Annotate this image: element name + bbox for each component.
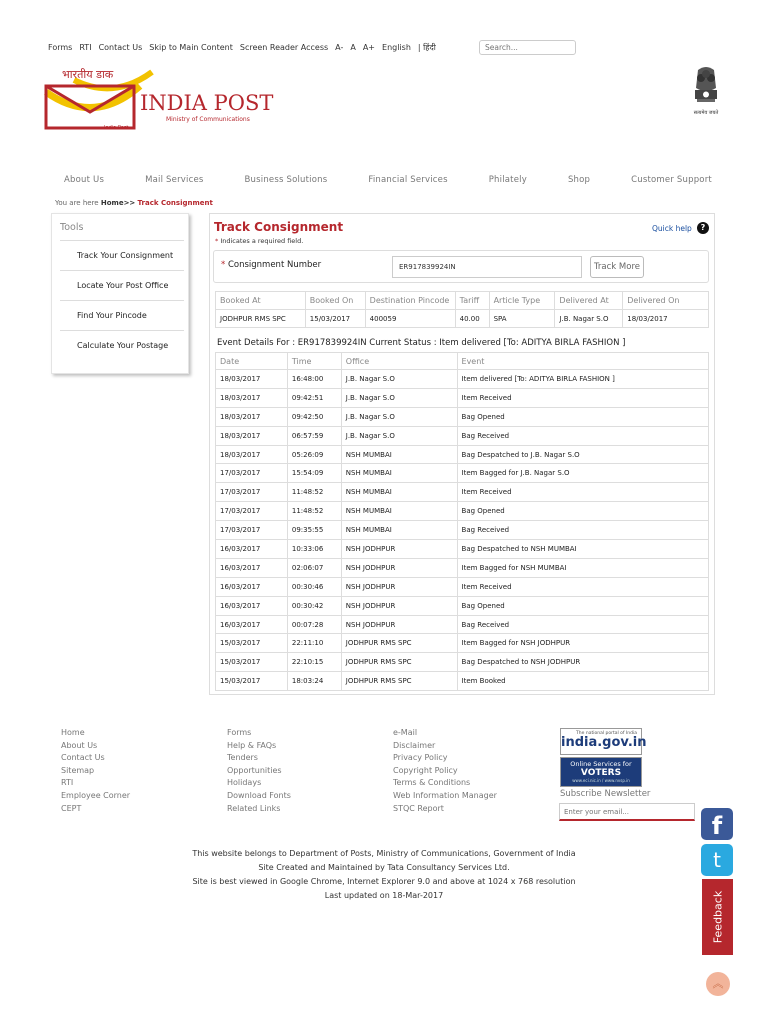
- sidebar-title: Tools: [60, 222, 84, 233]
- footer-link-sitemap[interactable]: Sitemap: [61, 765, 95, 775]
- sidebar-item-locate-post-office[interactable]: Locate Your Post Office: [60, 270, 184, 300]
- column-header: Delivered At: [555, 292, 623, 310]
- table-cell: Item Bagged for NSH JODHPUR: [457, 634, 708, 653]
- table-cell: Bag Opened: [457, 502, 708, 521]
- scroll-top-icon[interactable]: ︽: [706, 972, 730, 996]
- table-cell: NSH JODHPUR: [341, 540, 457, 559]
- table-cell: Item Bagged for J.B. Nagar S.O: [457, 464, 708, 483]
- table-cell: NSH MUMBAI: [341, 464, 457, 483]
- table-cell: 18/03/2017: [623, 310, 709, 328]
- toplink-rti[interactable]: RTI: [79, 43, 92, 52]
- table-cell: NSH JODHPUR: [341, 596, 457, 615]
- sidebar-item-calculate-postage[interactable]: Calculate Your Postage: [60, 330, 184, 360]
- breadcrumb-home[interactable]: Home>>: [100, 199, 136, 207]
- table-cell: NSH JODHPUR: [341, 615, 457, 634]
- summary-table: [215, 291, 709, 328]
- footer-link-download-fonts[interactable]: Download Fonts: [227, 790, 291, 800]
- footer-link-copyright-policy[interactable]: Copyright Policy: [393, 765, 458, 775]
- footer-link-disclaimer[interactable]: Disclaimer: [393, 740, 436, 750]
- table-row: [216, 502, 709, 521]
- footer-link-cept[interactable]: CEPT: [61, 803, 82, 813]
- main-nav: [48, 175, 728, 185]
- table-row: [216, 615, 709, 634]
- emblem-motto: सत्यमेव जयते: [693, 110, 719, 116]
- table-row: [216, 634, 709, 653]
- table-cell: NSH JODHPUR: [341, 577, 457, 596]
- table-cell: 16:48:00: [287, 370, 341, 389]
- table-cell: Bag Despatched to NSH MUMBAI: [457, 540, 708, 559]
- table-cell: JODHPUR RMS SPC: [341, 672, 457, 691]
- footer-link-terms-conditions[interactable]: Terms & Conditions: [393, 778, 471, 788]
- table-cell: Item Booked: [457, 672, 708, 691]
- table-cell: 15:54:09: [287, 464, 341, 483]
- feedback-button[interactable]: Feedback: [702, 879, 733, 955]
- table-cell: J.B. Nagar S.O: [341, 407, 457, 426]
- table-row: [216, 388, 709, 407]
- india-gov-banner[interactable]: The national portal of India india.gov.in: [560, 728, 642, 755]
- search-input[interactable]: [479, 40, 576, 55]
- table-cell: 00:07:28: [287, 615, 341, 634]
- footer-link-holidays[interactable]: Holidays: [227, 778, 262, 788]
- table-row: [216, 672, 709, 691]
- table-cell: 16/03/2017: [216, 596, 288, 615]
- table-cell: J.B. Nagar S.O: [341, 426, 457, 445]
- table-cell: Bag Received: [457, 615, 708, 634]
- logo-small: India Post: [104, 125, 129, 131]
- table-row: [216, 407, 709, 426]
- footer-link-employee-corner[interactable]: Employee Corner: [61, 790, 131, 800]
- footer-link-web-information-manager[interactable]: Web Information Manager: [393, 790, 497, 800]
- table-cell: 15/03/2017: [216, 653, 288, 672]
- footer-link-rti[interactable]: RTI: [61, 778, 74, 788]
- table-cell: 18/03/2017: [216, 370, 288, 389]
- logo-ministry: Ministry of Communications: [166, 116, 250, 123]
- tools-sidebar: [51, 213, 189, 374]
- footer-link-stqc-report[interactable]: STQC Report: [393, 803, 444, 813]
- table-cell: 02:06:07: [287, 558, 341, 577]
- toplink-a[interactable]: A+: [362, 43, 376, 52]
- voters-banner[interactable]: Online Services for VOTERS www.eci.nic.in / www.nvsp.in: [560, 757, 642, 787]
- column-header: Tariff: [455, 292, 489, 310]
- table-cell: Bag Received: [457, 521, 708, 540]
- table-cell: NSH MUMBAI: [341, 483, 457, 502]
- footer-link-opportunities[interactable]: Opportunities: [227, 765, 282, 775]
- table-cell: 09:35:55: [287, 521, 341, 540]
- consignment-label: * Consignment Number: [221, 260, 322, 270]
- table-cell: 22:11:10: [287, 634, 341, 653]
- table-cell: 17/03/2017: [216, 464, 288, 483]
- table-cell: 15/03/2017: [216, 672, 288, 691]
- table-cell: 40.00: [455, 310, 489, 328]
- table-cell: Item Received: [457, 577, 708, 596]
- table-cell: 17/03/2017: [216, 521, 288, 540]
- table-row: [216, 445, 709, 464]
- sidebar-item-track-consignment[interactable]: Track Your Consignment: [60, 240, 184, 270]
- column-header: Delivered On: [623, 292, 709, 310]
- table-row: [216, 596, 709, 615]
- table-cell: Bag Despatched to NSH JODHPUR: [457, 653, 708, 672]
- table-cell: NSH JODHPUR: [341, 558, 457, 577]
- footer-link-about-us[interactable]: About Us: [61, 740, 98, 750]
- footer-link-privacy-policy[interactable]: Privacy Policy: [393, 753, 448, 763]
- table-row: [216, 426, 709, 445]
- twitter-icon[interactable]: t: [701, 844, 733, 876]
- footer-col-3: [393, 727, 497, 815]
- toplink-a[interactable]: A-: [335, 43, 344, 52]
- footer-link-e-mail[interactable]: e-Mail: [393, 728, 418, 737]
- column-header: Destination Pincode: [365, 292, 455, 310]
- table-row: [216, 540, 709, 559]
- table-cell: NSH MUMBAI: [341, 502, 457, 521]
- table-cell: NSH MUMBAI: [341, 445, 457, 464]
- table-cell: Bag Despatched to J.B. Nagar S.O: [457, 445, 708, 464]
- subscribe-label: Subscribe Newsletter: [560, 789, 651, 799]
- table-cell: 17/03/2017: [216, 502, 288, 521]
- nav-philately[interactable]: Philately: [488, 175, 527, 185]
- footer-link-contact-us[interactable]: Contact Us: [61, 753, 105, 763]
- table-row: [216, 521, 709, 540]
- table-cell: JODHPUR RMS SPC: [341, 653, 457, 672]
- table-cell: Item Bagged for NSH MUMBAI: [457, 558, 708, 577]
- table-cell: 18/03/2017: [216, 388, 288, 407]
- table-cell: JODHPUR RMS SPC: [216, 310, 306, 328]
- table-cell: Item delivered [To: ADITYA BIRLA FASHION ]: [457, 370, 708, 389]
- table-cell: 11:48:52: [287, 483, 341, 502]
- table-cell: 18/03/2017: [216, 407, 288, 426]
- breadcrumb-prefix: You are here: [55, 199, 99, 207]
- footer-link-forms[interactable]: Forms: [227, 728, 252, 737]
- table-cell: NSH MUMBAI: [341, 521, 457, 540]
- table-cell: 05:26:09: [287, 445, 341, 464]
- column-header: Booked At: [216, 292, 306, 310]
- table-cell: J.B. Nagar S.O: [555, 310, 623, 328]
- consignment-number-input[interactable]: [392, 256, 582, 278]
- toplink-screen-reader-access[interactable]: Screen Reader Access: [239, 43, 329, 52]
- table-cell: JODHPUR RMS SPC: [341, 634, 457, 653]
- table-row: [216, 577, 709, 596]
- table-cell: SPA: [489, 310, 555, 328]
- toplink-contact-us[interactable]: Contact Us: [98, 43, 143, 52]
- toplink-hindi[interactable]: | हिंदी: [417, 43, 436, 52]
- toplink-skip-to-main-content[interactable]: Skip to Main Content: [149, 43, 233, 52]
- nav-about-us[interactable]: About Us: [64, 175, 105, 185]
- table-cell: Bag Opened: [457, 407, 708, 426]
- column-header: Article Type: [489, 292, 555, 310]
- table-cell: Item Received: [457, 483, 708, 502]
- toplink-forms[interactable]: Forms: [48, 43, 73, 52]
- table-cell: 00:30:42: [287, 596, 341, 615]
- column-header: Office: [341, 353, 457, 370]
- nav-shop[interactable]: Shop: [567, 175, 591, 185]
- table-cell: 15/03/2017: [305, 310, 365, 328]
- footer-col-1: [61, 727, 130, 815]
- help-icon[interactable]: ?: [697, 222, 709, 234]
- table-cell: 16/03/2017: [216, 577, 288, 596]
- top-links: [48, 42, 436, 53]
- table-cell: 18:03:24: [287, 672, 341, 691]
- table-cell: 16/03/2017: [216, 615, 288, 634]
- track-more-button[interactable]: Track More: [590, 256, 644, 278]
- event-table: [215, 352, 709, 691]
- column-header: Time: [287, 353, 341, 370]
- logo-name: INDIA POST: [140, 91, 274, 115]
- national-emblem-icon: [688, 64, 724, 122]
- table-row: [216, 653, 709, 672]
- table-cell: 18/03/2017: [216, 426, 288, 445]
- footer-link-home[interactable]: Home: [61, 728, 85, 737]
- footer-link-tenders[interactable]: Tenders: [227, 753, 258, 763]
- toplink-english[interactable]: English: [382, 43, 411, 52]
- page-title: Track Consignment: [214, 220, 344, 234]
- table-cell: J.B. Nagar S.O: [341, 388, 457, 407]
- table-cell: 16/03/2017: [216, 558, 288, 577]
- track-panel: [209, 213, 715, 695]
- column-header: Date: [216, 353, 288, 370]
- table-cell: 09:42:51: [287, 388, 341, 407]
- facebook-icon[interactable]: f: [701, 808, 733, 840]
- footer-link-related-links[interactable]: Related Links: [227, 803, 281, 813]
- event-details-heading: Event Details For : ER917839924IN Current Status : Item delivered [To: ADITYA BIRLA FASHION ]: [217, 338, 626, 348]
- required-note: * Indicates a required field.: [215, 237, 304, 245]
- table-cell: 11:48:52: [287, 502, 341, 521]
- table-row: [216, 464, 709, 483]
- sidebar-item-find-pincode[interactable]: Find Your Pincode: [60, 300, 184, 330]
- breadcrumb: [55, 199, 213, 207]
- nav-financial-services[interactable]: Financial Services: [368, 175, 448, 185]
- nav-mail-services[interactable]: Mail Services: [145, 175, 204, 185]
- table-cell: 17/03/2017: [216, 483, 288, 502]
- table-row: [216, 370, 709, 389]
- table-cell: 15/03/2017: [216, 634, 288, 653]
- column-header: Event: [457, 353, 708, 370]
- footer-link-help-faqs[interactable]: Help & FAQs: [227, 740, 277, 750]
- footer-col-2: [227, 727, 291, 815]
- newsletter-email-input[interactable]: [559, 803, 695, 821]
- nav-business-solutions[interactable]: Business Solutions: [244, 175, 328, 185]
- table-cell: Item Received: [457, 388, 708, 407]
- table-cell: 16/03/2017: [216, 540, 288, 559]
- toplink-a[interactable]: A: [350, 43, 356, 52]
- breadcrumb-current: Track Consignment: [137, 199, 213, 207]
- table-cell: 18/03/2017: [216, 445, 288, 464]
- table-cell: Bag Opened: [457, 596, 708, 615]
- nav-customer-support[interactable]: Customer Support: [631, 175, 712, 185]
- consignment-form: [213, 250, 709, 283]
- table-cell: 06:57:59: [287, 426, 341, 445]
- table-cell: 10:33:06: [287, 540, 341, 559]
- table-cell: 09:42:50: [287, 407, 341, 426]
- india-post-logo[interactable]: [44, 66, 294, 136]
- table-row: [216, 483, 709, 502]
- table-cell: 22:10:15: [287, 653, 341, 672]
- table-row: [216, 310, 709, 328]
- footer-credits: This website belongs to Department of Posts, Ministry of Communications, Government of India Site Created and Maintained by Tata Consultancy Services Ltd. Site is best viewed in Google Chrome, Internet Explorer 9.0 and above at 1024 x 768 resolution Last updated on 18-Mar-2017: [192, 849, 576, 900]
- table-cell: 00:30:46: [287, 577, 341, 596]
- column-header: Booked On: [305, 292, 365, 310]
- quick-help-link[interactable]: Quick help: [652, 224, 692, 233]
- table-cell: J.B. Nagar S.O: [341, 370, 457, 389]
- table-cell: Bag Received: [457, 426, 708, 445]
- table-row: [216, 558, 709, 577]
- table-cell: 400059: [365, 310, 455, 328]
- logo-hindi: भारतीय डाक: [62, 68, 114, 81]
